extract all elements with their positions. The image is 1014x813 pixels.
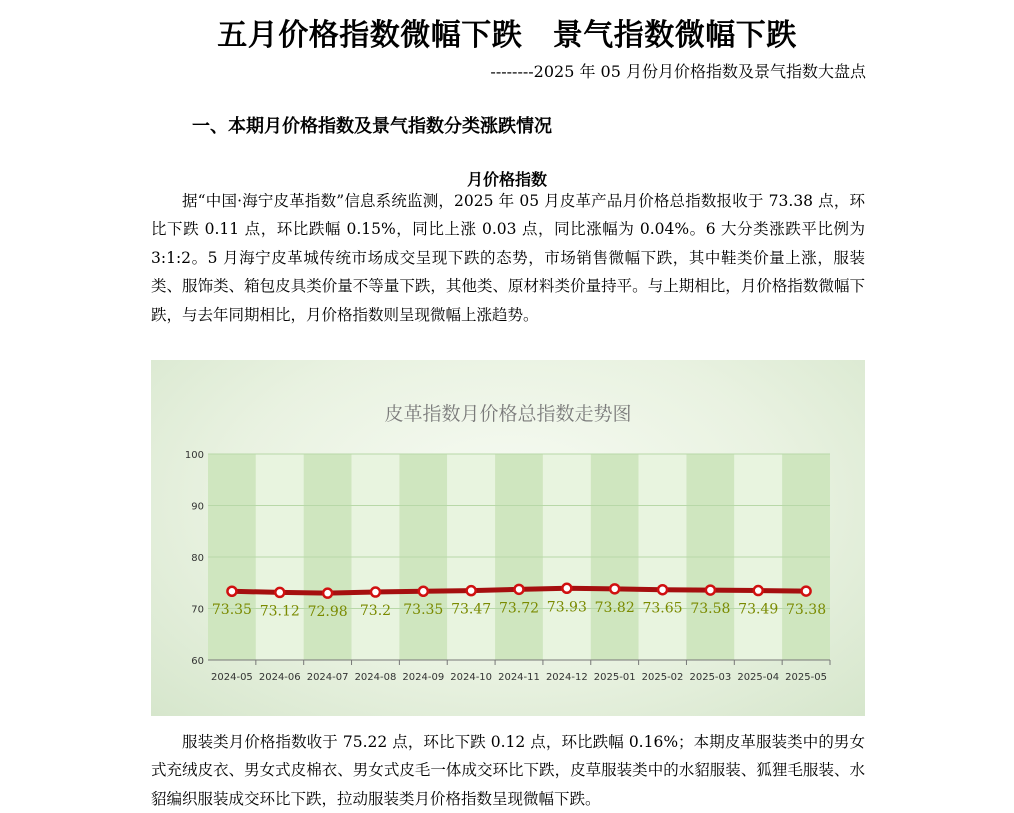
data-label: 73.2 [359, 603, 392, 620]
data-point [323, 589, 332, 598]
x-tick-label: 2024-05 [211, 672, 253, 683]
data-point [658, 585, 667, 594]
data-point [706, 586, 715, 595]
x-tick-label: 2025-02 [641, 672, 684, 683]
x-tick-label: 2024-09 [402, 672, 445, 683]
paragraph-overview: 据“中国·海宁皮革指数”信息系统监测，2025 年 05 月皮革产品月价格总指数报收于 73.38 点，环比下跌 0.11 点，环比跌幅 0.15%，同比上涨 0.03 点，同比涨幅为 0.04%。6 大分类涨跌平比例为 3:1:2。5 月海宁皮革城传统市场成交呈现下跌的态势，市场销售微幅下跌，其中鞋类价量上涨，服装类、服饰类、箱包皮具类价量不等量下跌，其他类、原材料类价量持平。与上期相比，月价格指数微幅下跌，与去年同期相比，月价格指数则呈现微幅上涨趋势。 [151, 192, 865, 324]
data-point [562, 584, 571, 593]
data-label: 73.82 [594, 599, 635, 616]
data-point [515, 585, 524, 594]
sub-heading: 月价格指数 [466, 170, 547, 189]
page-title: 五月价格指数微幅下跌 景气指数微幅下跌 [217, 18, 797, 53]
data-point [467, 586, 476, 595]
y-tick-label: 90 [191, 501, 204, 513]
y-tick-label: 70 [191, 604, 204, 616]
page-subtitle: --------2025 年 05 月份月价格指数及景气指数大盘点 [490, 62, 866, 81]
y-tick-label: 60 [191, 656, 204, 667]
plot-area [185, 450, 830, 683]
data-point [610, 584, 619, 593]
x-tick-label: 2025-04 [737, 672, 780, 683]
data-label: 73.35 [211, 602, 252, 619]
x-tick-label: 2025-05 [785, 672, 827, 683]
chart-svg [151, 360, 865, 716]
data-point [227, 587, 236, 596]
x-tick-label: 2024-11 [498, 672, 540, 683]
data-label: 73.47 [451, 601, 492, 618]
data-label: 73.93 [546, 599, 587, 616]
x-tick-label: 2024-08 [354, 672, 397, 683]
y-tick-label: 100 [184, 450, 204, 461]
chart-title: 皮革指数月价格总指数走势图 [384, 403, 632, 425]
x-tick-label: 2025-03 [689, 672, 732, 683]
x-tick-label: 2024-07 [306, 672, 349, 683]
data-label: 73.65 [642, 600, 683, 617]
x-tick-label: 2024-10 [450, 672, 493, 683]
price-index-chart [151, 360, 865, 716]
x-tick-label: 2024-06 [258, 672, 301, 683]
data-point [754, 586, 763, 595]
data-label: 73.35 [403, 602, 444, 619]
section-heading: 一、本期月价格指数及景气指数分类涨跌情况 [192, 116, 552, 137]
paragraph-apparel: 服装类月价格指数收于 75.22 点，环比下跌 0.12 点，环比跌幅 0.16%；本期皮革服装类中的男女式充绒皮衣、男女式皮棉衣、男女式皮毛一体成交环比下跌，皮草服装类中的水貂服装、狐狸毛服装、水貂编织服装成交环比下跌，拉动服装类月价格指数呈现微幅下跌。 [151, 733, 865, 808]
x-tick-label: 2025-01 [593, 672, 636, 683]
data-point [371, 588, 380, 597]
data-label: 73.72 [498, 600, 540, 617]
data-label: 73.38 [786, 602, 827, 619]
data-point [275, 588, 284, 597]
data-label: 72.98 [307, 604, 348, 621]
data-point [802, 587, 811, 596]
data-label: 73.49 [738, 601, 779, 618]
data-label: 73.12 [259, 603, 300, 620]
data-point [419, 587, 428, 596]
data-label: 73.58 [690, 601, 731, 618]
x-tick-label: 2024-12 [545, 672, 588, 683]
y-tick-label: 80 [191, 553, 204, 564]
